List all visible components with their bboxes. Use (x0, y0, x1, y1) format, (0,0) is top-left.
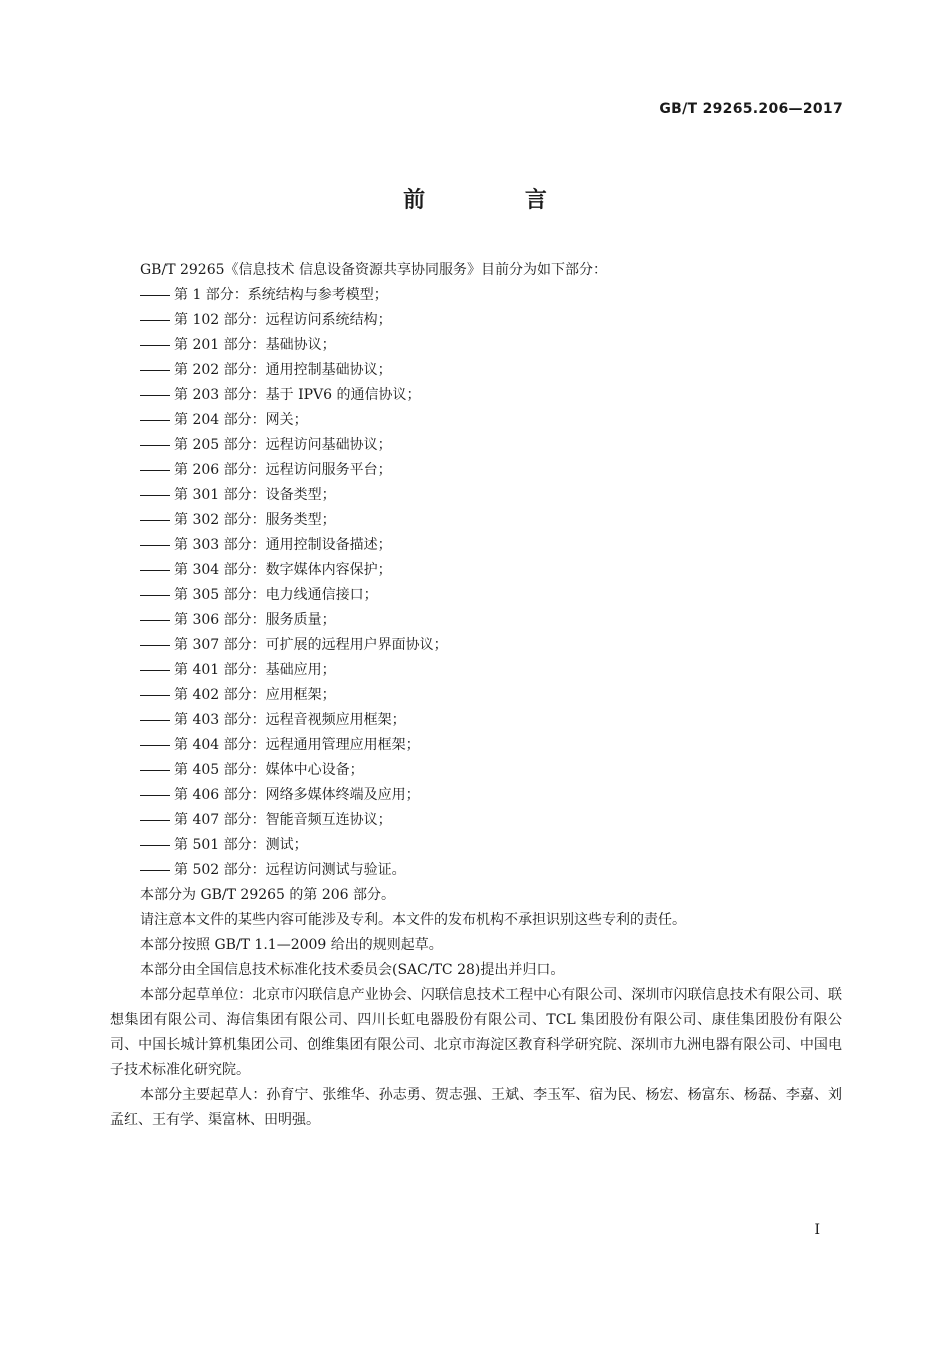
part-list-item (110, 733, 842, 758)
part-label: 第 407 部分：智能音频互连协议； (174, 812, 392, 828)
part-label: 第 404 部分：远程通用管理应用框架； (174, 737, 420, 753)
page-number: I (814, 1222, 820, 1238)
em-dash-marker (140, 433, 174, 458)
part-label: 第 403 部分：远程音视频应用框架； (174, 712, 406, 728)
part-label: 第 307 部分：可扩展的远程用户界面协议； (174, 637, 448, 653)
part-label: 第 206 部分：远程访问服务平台； (174, 462, 392, 478)
part-list-item (110, 358, 842, 383)
intro-paragraph: GB/T 29265《信息技术 信息设备资源共享协同服务》目前分为如下部分： (140, 262, 607, 278)
part-list-item (110, 608, 842, 633)
part-list-item (110, 283, 842, 308)
part-label: 第 501 部分：测试； (174, 837, 308, 853)
em-dash-marker (140, 333, 174, 358)
part-list-item (110, 533, 842, 558)
part-label: 第 306 部分：服务质量； (174, 612, 336, 628)
part-list-item (110, 808, 842, 833)
part-list-item (110, 683, 842, 708)
em-dash-marker (140, 283, 174, 308)
em-dash-marker (140, 683, 174, 708)
part-label: 第 1 部分：系统结构与参考模型； (174, 287, 388, 303)
em-dash-marker (140, 658, 174, 683)
page-title: 前 言 (403, 188, 593, 213)
part-label: 第 205 部分：远程访问基础协议； (174, 437, 392, 453)
foreword-paragraphs (110, 883, 842, 1133)
part-list-item (110, 558, 842, 583)
part-list-item (110, 708, 842, 733)
part-label: 第 102 部分：远程访问系统结构； (174, 312, 392, 328)
part-list-item (110, 383, 842, 408)
em-dash-marker (140, 583, 174, 608)
foreword-paragraph: 本部分由全国信息技术标准化技术委员会(SAC/TC 28)提出并归口。 (140, 962, 565, 978)
part-label: 第 303 部分：通用控制设备描述； (174, 537, 392, 553)
em-dash-marker (140, 408, 174, 433)
em-dash-marker (140, 708, 174, 733)
part-label: 第 502 部分：远程访问测试与验证。 (174, 862, 406, 878)
part-list-item (110, 308, 842, 333)
part-list-item (110, 458, 842, 483)
part-list-item (110, 633, 842, 658)
part-list-item (110, 658, 842, 683)
part-label: 第 402 部分：应用框架； (174, 687, 336, 703)
em-dash-marker (140, 358, 174, 383)
em-dash-marker (140, 508, 174, 533)
part-label: 第 201 部分：基础协议； (174, 337, 336, 353)
part-label: 第 401 部分：基础应用； (174, 662, 336, 678)
em-dash-marker (140, 608, 174, 633)
part-list-item (110, 833, 842, 858)
em-dash-marker (140, 808, 174, 833)
em-dash-marker (140, 833, 174, 858)
part-label: 第 304 部分：数字媒体内容保护； (174, 562, 392, 578)
em-dash-marker (140, 383, 174, 408)
part-list-item (110, 858, 842, 883)
part-list-item (110, 758, 842, 783)
em-dash-marker (140, 458, 174, 483)
em-dash-marker (140, 783, 174, 808)
foreword-paragraph: 请注意本文件的某些内容可能涉及专利。本文件的发布机构不承担识别这些专利的责任。 (140, 912, 686, 928)
part-list-item (110, 583, 842, 608)
parts-list (110, 283, 842, 883)
em-dash-marker (140, 733, 174, 758)
part-list-item (110, 783, 842, 808)
part-label: 第 202 部分：通用控制基础协议； (174, 362, 392, 378)
em-dash-marker (140, 308, 174, 333)
em-dash-marker (140, 533, 174, 558)
part-list-item (110, 433, 842, 458)
em-dash-marker (140, 558, 174, 583)
part-list-item (110, 333, 842, 358)
foreword-paragraph: 本部分按照 GB/T 1.1—2009 给出的规则起草。 (140, 937, 443, 953)
em-dash-marker (140, 858, 174, 883)
foreword-paragraph: 本部分起草单位：北京市闪联信息产业协会、闪联信息技术工程中心有限公司、深圳市闪联信息技术有限公司、联想集团有限公司、海信集团有限公司、四川长虹电器股份有限公司、TCL 集团股份有限公司、康佳集团股份有限公司、中国长城计算机集团公司、创维集团有限公司、北京市海淀区教育科学研究院、深圳市九洲电器有限公司、中国电子技术标准化研究院。 (110, 987, 842, 1078)
part-label: 第 203 部分：基于 IPV6 的通信协议； (174, 387, 421, 403)
part-label: 第 301 部分：设备类型； (174, 487, 336, 503)
foreword-paragraph: 本部分主要起草人：孙育宁、张维华、孙志勇、贺志强、王斌、李玉军、宿为民、杨宏、杨富东、杨磊、李嘉、刘孟红、王有学、渠富林、田明强。 (110, 1087, 842, 1128)
part-label: 第 204 部分：网关； (174, 412, 308, 428)
part-list-item (110, 408, 842, 433)
standard-id: GB/T 29265.206—2017 (659, 101, 843, 117)
part-list-item (110, 483, 842, 508)
part-label: 第 406 部分：网络多媒体终端及应用； (174, 787, 420, 803)
part-list-item (110, 508, 842, 533)
part-label: 第 405 部分：媒体中心设备； (174, 762, 364, 778)
foreword-body (110, 258, 842, 1133)
em-dash-marker (140, 633, 174, 658)
em-dash-marker (140, 483, 174, 508)
part-label: 第 305 部分：电力线通信接口； (174, 587, 378, 603)
foreword-paragraph: 本部分为 GB/T 29265 的第 206 部分。 (140, 887, 396, 903)
part-label: 第 302 部分：服务类型； (174, 512, 336, 528)
em-dash-marker (140, 758, 174, 783)
